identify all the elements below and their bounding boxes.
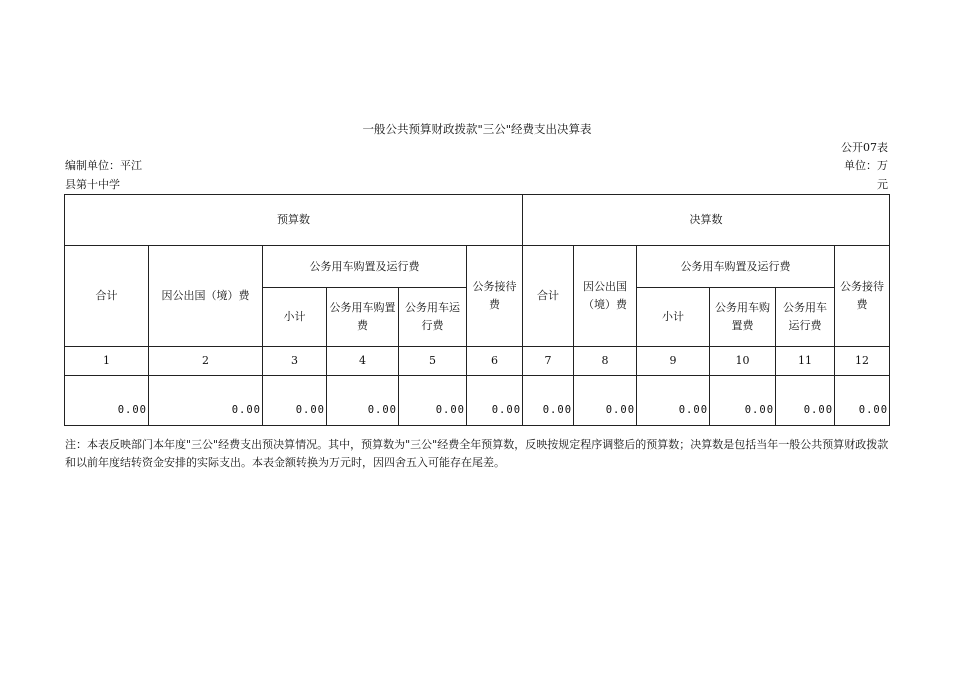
page-title: 一般公共预算财政拨款"三公"经费支出决算表 bbox=[362, 122, 592, 136]
column-number: 9 bbox=[637, 347, 710, 376]
final-abroad-header: 因公出国（境）费 bbox=[574, 246, 637, 347]
value-cell: 0.00 bbox=[149, 376, 263, 426]
table-code: 公开07表 bbox=[841, 141, 888, 154]
value-cell: 0.00 bbox=[263, 376, 327, 426]
money-unit-continued: 元 bbox=[877, 178, 888, 191]
group-header-row bbox=[65, 195, 890, 246]
value-row bbox=[65, 376, 890, 426]
final-subtotal-header: 小计 bbox=[637, 288, 710, 347]
budget-vehicle-running-header: 公务用车运行费 bbox=[399, 288, 467, 347]
budget-total-header: 合计 bbox=[65, 246, 149, 347]
money-unit: 单位：万 bbox=[844, 159, 888, 172]
column-number: 1 bbox=[65, 347, 149, 376]
column-number: 10 bbox=[710, 347, 776, 376]
value-cell: 0.00 bbox=[710, 376, 776, 426]
compiling-unit: 编制单位：平江 bbox=[65, 159, 142, 172]
value-cell: 0.00 bbox=[637, 376, 710, 426]
value-cell: 0.00 bbox=[523, 376, 574, 426]
value-cell: 0.00 bbox=[574, 376, 637, 426]
column-number: 2 bbox=[149, 347, 263, 376]
compiling-unit-continued: 县第十中学 bbox=[65, 178, 120, 191]
value-cell: 0.00 bbox=[399, 376, 467, 426]
three-expenses-table bbox=[64, 194, 890, 426]
value-cell: 0.00 bbox=[327, 376, 399, 426]
final-total-header: 合计 bbox=[523, 246, 574, 347]
column-number: 5 bbox=[399, 347, 467, 376]
value-cell: 0.00 bbox=[835, 376, 890, 426]
column-number: 3 bbox=[263, 347, 327, 376]
column-number: 6 bbox=[467, 347, 523, 376]
column-number: 8 bbox=[574, 347, 637, 376]
column-number: 11 bbox=[776, 347, 835, 376]
column-header-row bbox=[65, 246, 890, 288]
final-vehicle-group-header: 公务用车购置及运行费 bbox=[637, 246, 835, 288]
value-cell: 0.00 bbox=[776, 376, 835, 426]
budget-reception-header: 公务接待费 bbox=[467, 246, 523, 347]
final-reception-header: 公务接待费 bbox=[835, 246, 890, 347]
budget-subtotal-header: 小计 bbox=[263, 288, 327, 347]
budget-vehicle-purchase-header: 公务用车购置费 bbox=[327, 288, 399, 347]
value-cell: 0.00 bbox=[65, 376, 149, 426]
footnote: 注：本表反映部门本年度"三公"经费支出预决算情况。其中，预算数为"三公"经费全年预算数，反映按规定程序调整后的预算数；决算数是包括当年一般公共预算财政拨款和以前年度结转资金安排的实际支出。本表金额转换为万元时，因四舍五入可能存在尾差。 bbox=[65, 438, 889, 469]
budget-abroad-header: 因公出国（境）费 bbox=[149, 246, 263, 347]
value-cell: 0.00 bbox=[467, 376, 523, 426]
column-number: 7 bbox=[523, 347, 574, 376]
final-vehicle-running-header: 公务用车运行费 bbox=[776, 288, 835, 347]
budget-group-header: 预算数 bbox=[65, 195, 523, 246]
final-group-header: 决算数 bbox=[523, 195, 890, 246]
final-vehicle-purchase-header: 公务用车购置费 bbox=[710, 288, 776, 347]
column-number: 4 bbox=[327, 347, 399, 376]
column-number: 12 bbox=[835, 347, 890, 376]
budget-vehicle-group-header: 公务用车购置及运行费 bbox=[263, 246, 467, 288]
column-number-row bbox=[65, 347, 890, 376]
